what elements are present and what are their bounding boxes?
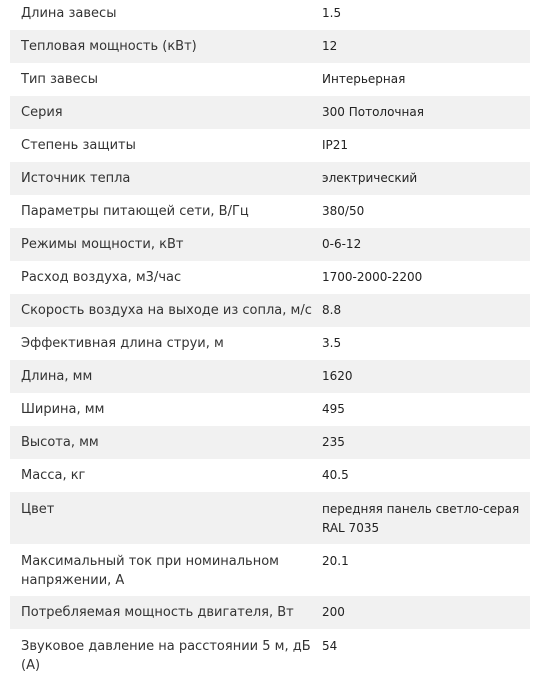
spec-row-air-flow (10, 261, 530, 294)
spec-row-width (10, 393, 530, 426)
spec-value: 40.5 (322, 468, 349, 482)
spec-label: Длина, мм (21, 369, 93, 384)
spec-label: Источник тепла (21, 171, 131, 186)
spec-value: 3.5 (322, 336, 342, 350)
spec-value: 8.8 (322, 303, 342, 317)
spec-label: Тип завесы (21, 72, 98, 87)
spec-value: 20.1 (322, 554, 349, 568)
spec-row-series (10, 96, 530, 129)
spec-row-motor-power (10, 596, 530, 629)
spec-label: Эффективная длина струи, м (21, 336, 224, 351)
spec-label: Цвет (21, 502, 55, 517)
spec-row-power-supply (10, 195, 530, 228)
spec-label: Степень защиты (21, 138, 136, 153)
spec-label: Режимы мощности, кВт (21, 237, 184, 252)
spec-row-protection-rating (10, 129, 530, 162)
spec-value: 12 (322, 39, 338, 53)
specifications-table (10, 0, 530, 681)
spec-label: Серия (21, 105, 63, 120)
spec-value: IP21 (322, 138, 349, 152)
spec-value: Интерьерная (322, 72, 406, 86)
spec-label: Расход воздуха, м3/час (21, 270, 182, 285)
spec-row-power-modes (10, 228, 530, 261)
spec-value: 380/50 (322, 204, 365, 218)
spec-row-height (10, 426, 530, 459)
spec-label: Тепловая мощность (кВт) (21, 39, 197, 54)
spec-row-heat-power (10, 30, 530, 63)
spec-label: Звуковое давление на расстоянии 5 м, дБ (А) (21, 639, 311, 673)
spec-row-jet-length (10, 327, 530, 360)
spec-row-length (10, 360, 530, 393)
spec-row-curtain-length (10, 0, 530, 30)
spec-row-max-current (10, 544, 530, 596)
spec-value: 300 Потолочная (322, 105, 424, 119)
spec-row-curtain-type (10, 63, 530, 96)
spec-value: электрический (322, 171, 418, 185)
spec-label: Длина завесы (21, 6, 117, 21)
spec-row-mass (10, 459, 530, 492)
spec-row-air-speed (10, 294, 530, 327)
spec-label: Параметры питающей сети, В/Гц (21, 204, 249, 219)
spec-value: 200 (322, 605, 345, 619)
spec-label: Максимальный ток при номинальном напряжении, А (21, 554, 279, 588)
spec-row-color (10, 492, 530, 544)
spec-row-sound-pressure (10, 629, 530, 681)
spec-value: 0-6-12 (322, 237, 362, 251)
spec-value: 54 (322, 639, 338, 653)
spec-label: Скорость воздуха на выходе из сопла, м/с (21, 303, 312, 318)
spec-value: 1700-2000-2200 (322, 270, 423, 284)
spec-value: 1620 (322, 369, 353, 383)
spec-value: передняя панель светло-серая RAL 7035 (322, 502, 520, 535)
spec-value: 495 (322, 402, 345, 416)
spec-label: Ширина, мм (21, 402, 105, 417)
spec-value: 1.5 (322, 6, 342, 20)
spec-label: Высота, мм (21, 435, 99, 450)
spec-label: Потребляемая мощность двигателя, Вт (21, 605, 294, 620)
spec-row-heat-source (10, 162, 530, 195)
spec-value: 235 (322, 435, 345, 449)
spec-label: Масса, кг (21, 468, 86, 483)
